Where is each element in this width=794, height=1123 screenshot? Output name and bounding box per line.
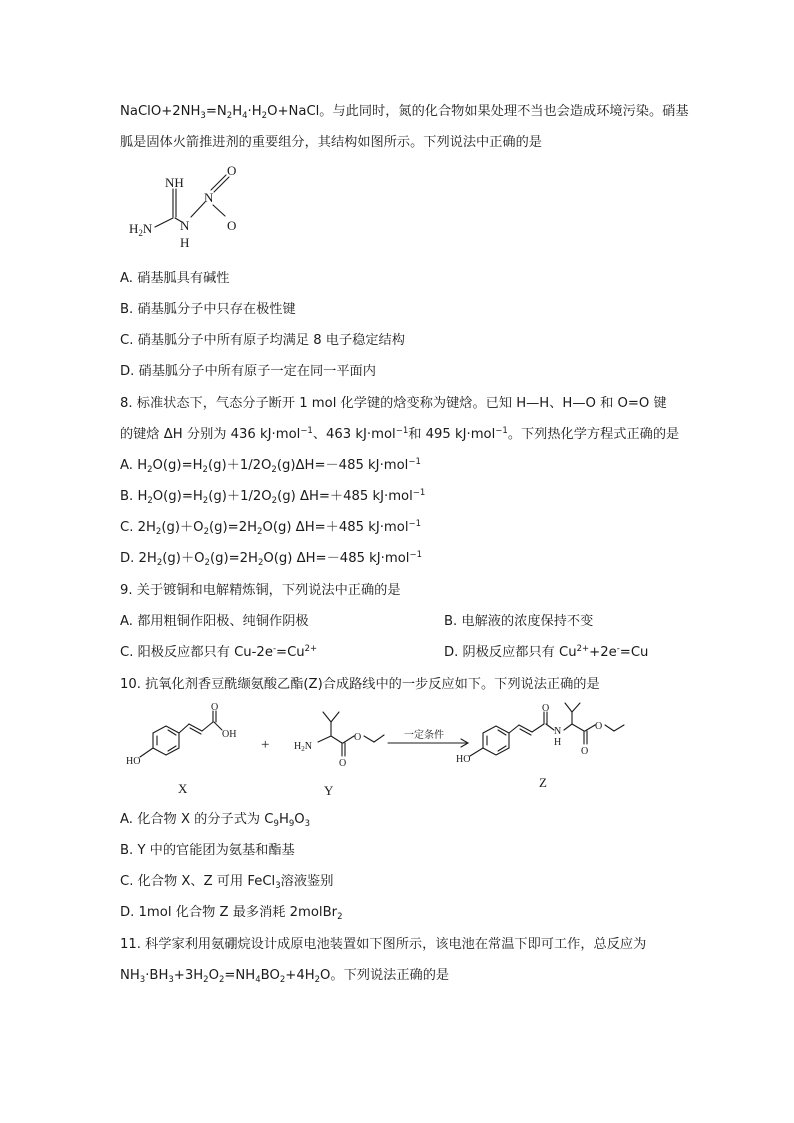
option-text (137, 843, 294, 858)
z-h-label: H (554, 737, 562, 748)
option-text (139, 364, 376, 379)
text-run: ·H (247, 104, 262, 119)
q7-option-b[interactable] (120, 301, 296, 319)
q10-option-a[interactable] (120, 811, 310, 829)
text-run: 2 (202, 496, 209, 506)
text-run: +3H (173, 968, 204, 983)
text-run: H (137, 458, 148, 473)
text-run: (g)＋1/2O (207, 458, 272, 473)
text-run: 10. 抗氧化剂香豆酰缬氨酸乙酯(Z)合成路线中的一步反应如下。下列说法正确的是 (120, 677, 600, 692)
text-run: −1 (408, 519, 422, 529)
option-text (137, 614, 308, 629)
text-run: 化合物 X 的分子式为 C (137, 812, 274, 827)
text-run: −1 (412, 488, 426, 498)
option-label: C. (120, 874, 138, 889)
option-label: D. (120, 364, 139, 379)
text-run: 3 (304, 819, 311, 829)
text-run: 1mol 化合物 Z 最多消耗 2molBr (138, 905, 338, 920)
text-run: O (208, 968, 219, 983)
option-label: B. (120, 302, 138, 317)
text-run: 阴极反应都只有 Cu (462, 645, 577, 660)
text-run: 硝基胍分子中所有原子一定在同一平面内 (138, 364, 376, 379)
text-run: =Cu (619, 645, 649, 660)
text-run: O(g)=H (152, 489, 203, 504)
option-label: D. (120, 905, 139, 920)
text-run: 溶液鉴别 (280, 874, 334, 889)
text-run: 3 (139, 975, 146, 985)
x-oh-label: OH (222, 729, 237, 740)
compound-x-label: X (178, 781, 188, 796)
option-text (139, 551, 422, 566)
option-text (138, 520, 421, 535)
text-run: 2 (147, 465, 153, 475)
text-run: +2e (589, 645, 617, 660)
text-run: (g)＋O (161, 520, 204, 535)
option-label: D. (120, 551, 139, 566)
text-run: O。下列说法正确的是 (320, 968, 450, 983)
text-run: 2 (203, 527, 209, 537)
text-run: 3 (275, 881, 281, 891)
option-text (138, 645, 318, 660)
text-run: 2 (261, 111, 268, 121)
text-run: 2H (138, 551, 157, 566)
y-h2n-label: $H_2N$ (294, 741, 312, 753)
text-run: 和 495 kJ·mol (408, 427, 496, 442)
text-run: 。下列热化学方程式正确的是 (507, 427, 680, 442)
text-run: 、463 kJ·mol (312, 427, 396, 442)
bond-c-nh2 (155, 218, 173, 227)
q10-question (120, 676, 600, 694)
text-run: 2 (204, 558, 210, 568)
text-run: O(g) ΔH=＋485 kJ·mol (262, 520, 409, 535)
text-run: 硝基胍分子中只存在极性键 (137, 302, 296, 317)
q8-option-c[interactable] (120, 519, 421, 537)
text-run: 2 (271, 496, 278, 506)
text-run: (g)＋O (162, 551, 205, 566)
h-below-label: H (180, 235, 190, 250)
option-label: A. (120, 458, 138, 473)
text-run: 阳极反应都只有 Cu-2e (137, 645, 273, 660)
z-o-ester-label: O (595, 721, 603, 732)
text-run: H (278, 812, 289, 827)
text-run: 2 (271, 465, 277, 475)
text-run: 2 (314, 975, 321, 985)
text-run: 2 (337, 912, 343, 922)
text-run: 2 (156, 558, 163, 568)
text-run: 3 (168, 975, 174, 985)
text-run: 9 (288, 819, 295, 829)
reaction-arrow (388, 728, 468, 747)
q10-option-c[interactable] (120, 873, 333, 891)
n-nitro-label: N (204, 190, 214, 205)
text-run: (g)ΔH=－485 kJ·mol (276, 458, 409, 473)
text-run: (g)=2H (208, 520, 258, 535)
option-text (137, 812, 310, 827)
q8-option-a[interactable] (120, 457, 421, 475)
text-run: 8. 标准状态下，气态分子断开 1 mol 化学键的焓变称为键焓。已知 H—H、H—O 和 O=O 键 (120, 396, 667, 411)
text-run: 2 (203, 975, 209, 985)
text-run: −1 (495, 426, 508, 436)
plus-sign: + (261, 737, 270, 753)
n-mid-label: N (180, 218, 190, 233)
q9-option-c[interactable] (120, 644, 317, 662)
q8-question-line-1 (120, 395, 667, 413)
z-o-carbonyl-label: O (581, 746, 589, 757)
compound-y-label: Y (324, 783, 334, 798)
q11-question-line-1 (120, 936, 646, 954)
option-label: C. (120, 520, 138, 535)
text-run: 硝基胍分子中所有原子均满足 8 电子稳定结构 (137, 333, 405, 348)
text-run: O (294, 812, 305, 827)
text-run: 11. 科学家利用氨硼烷设计成原电池装置如下图所示，该电池在常温下即可工作，总反应为 (120, 937, 647, 952)
option-text (139, 905, 343, 920)
option-label: C. (120, 333, 138, 348)
text-run: 2 (147, 496, 153, 506)
option-label: A. (120, 812, 138, 827)
text-run: 电解液的浓度保持不变 (461, 614, 594, 629)
q7-option-c[interactable] (120, 332, 405, 350)
q8-question-line-2 (120, 426, 679, 444)
text-run: 2+ (576, 644, 590, 654)
h2n-label: $H_2N$ (129, 221, 153, 238)
text-run: =Cu (276, 645, 305, 660)
q9-option-a[interactable] (120, 613, 309, 631)
z-o-amide-label: O (542, 703, 550, 714)
option-text (137, 302, 295, 317)
text-run: 的键焓 ΔH 分别为 436 kJ·mol (120, 427, 301, 442)
y-o-ester-label: O (354, 732, 362, 743)
option-label: A. (120, 614, 138, 629)
text-run: 都用粗铜作阳极、纯铜作阴极 (137, 614, 309, 629)
q9-option-d[interactable] (444, 644, 648, 662)
text-run: 3 (200, 111, 206, 121)
text-run: 9. 关于镀铜和电解精炼铜，下列说法中正确的是 (120, 583, 401, 598)
z-ho-label: HO (456, 754, 471, 765)
intro-line-2 (120, 134, 542, 152)
text-run: 胍是固体火箭推进剂的重要组分，其结构如图所示。下列说法中正确的是 (120, 135, 542, 150)
q7-option-d[interactable] (120, 363, 376, 381)
text-run: 9 (273, 819, 279, 829)
option-label: B. (120, 489, 138, 504)
q9-option-b[interactable] (444, 613, 593, 631)
text-run: (g)＋1/2O (208, 489, 272, 504)
q10-option-d[interactable] (120, 904, 343, 922)
text-run: 2+ (304, 644, 318, 654)
q8-option-b[interactable] (120, 488, 425, 506)
text-run: (g) ΔH=＋485 kJ·mol (277, 489, 413, 504)
text-run: 化合物 X、Z 可用 FeCl (137, 874, 276, 889)
option-text (138, 333, 405, 348)
text-run: 2 (155, 527, 162, 537)
y-o-carbonyl-label: O (339, 758, 347, 769)
option-text (137, 458, 421, 473)
text-run: NH (120, 968, 140, 983)
q8-option-d[interactable] (120, 550, 422, 568)
intro-line-1 (120, 103, 689, 121)
compound-x (126, 702, 236, 796)
text-run: O(g)=H (152, 458, 203, 473)
text-run: −1 (409, 550, 422, 560)
text-run: O(g) ΔH=－485 kJ·mol (263, 551, 410, 566)
text-run: 2H (137, 520, 156, 535)
option-label: D. (444, 645, 463, 660)
option-label: A. (120, 271, 138, 286)
x-ho-label: HO (126, 756, 141, 767)
option-text (463, 645, 649, 660)
z-n-label: N (554, 726, 562, 737)
text-run: 2 (279, 975, 286, 985)
reaction-condition: 一定条件 (404, 730, 444, 741)
option-text (138, 874, 334, 889)
bond-n-o-bottom (213, 205, 225, 216)
text-run: 2 (257, 527, 263, 537)
text-run: - (616, 644, 620, 654)
text-run: BO (260, 968, 280, 983)
text-run: 2 (218, 975, 225, 985)
text-run: =N (205, 104, 227, 119)
x-o-label: O (211, 702, 219, 713)
text-run: −1 (395, 426, 409, 436)
q11-question-line-2 (120, 967, 449, 985)
reaction-scheme (118, 700, 678, 800)
text-run: 4 (242, 111, 248, 121)
text-run: 2 (257, 558, 264, 568)
text-run: H (232, 104, 243, 119)
option-text (461, 614, 593, 629)
option-label: B. (120, 843, 138, 858)
text-run: 2 (226, 111, 233, 121)
text-run: O+NaCl。与此同时，氮的化合物如果处理不当也会造成环境污染。硝基 (267, 104, 689, 119)
o-top-label: O (227, 163, 237, 178)
o-bottom-label: O (227, 218, 237, 233)
option-text (137, 489, 425, 504)
option-label: B. (444, 614, 462, 629)
text-run: =NH (224, 968, 256, 983)
text-run: −1 (408, 457, 421, 467)
compound-y (294, 712, 384, 798)
nh-label: NH (165, 175, 184, 190)
compound-z (456, 703, 624, 790)
text-run: Y 中的官能团为氨基和酯基 (137, 843, 295, 858)
q10-option-b[interactable] (120, 842, 295, 860)
text-run: 2 (202, 465, 208, 475)
text-run: H (137, 489, 148, 504)
option-text (137, 271, 229, 286)
text-run: 4 (255, 975, 261, 985)
nitroguanidine-structure (125, 160, 255, 252)
text-run: +4H (285, 968, 315, 983)
compound-z-label: Z (539, 775, 547, 790)
text-run: NaClO+2NH (120, 104, 201, 119)
text-run: 硝基胍具有碱性 (137, 271, 230, 286)
text-run: ·BH (145, 968, 169, 983)
text-run: −1 (300, 426, 313, 436)
option-label: C. (120, 645, 138, 660)
text-run: - (272, 644, 277, 654)
q9-question (120, 582, 401, 600)
q7-option-a[interactable] (120, 270, 230, 288)
bond-n-n (191, 202, 205, 217)
text-run: (g)=2H (209, 551, 258, 566)
